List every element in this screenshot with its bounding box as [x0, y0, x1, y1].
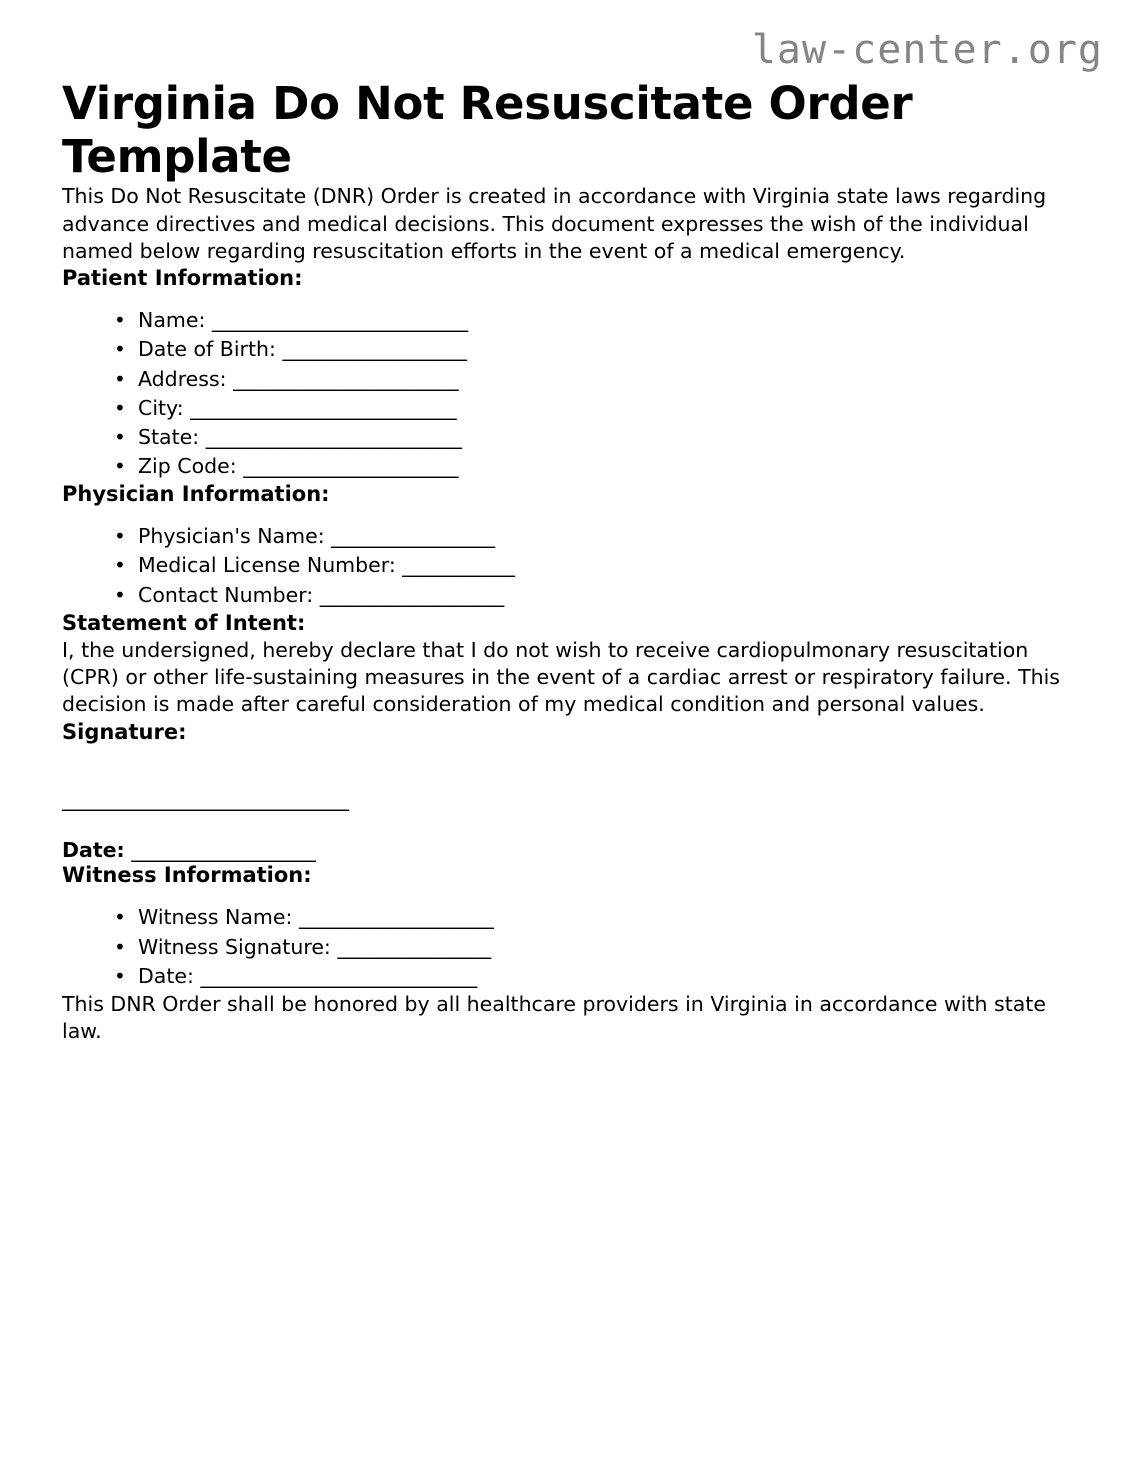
list-item — [138, 452, 1071, 481]
list-item — [138, 933, 1071, 962]
section-heading-witness-information: Witness Information: — [62, 863, 312, 888]
list-item — [138, 423, 1071, 452]
field-blank-rule[interactable]: __________________________ — [190, 395, 457, 420]
field-label: State: — [138, 424, 200, 449]
list-item — [138, 581, 1071, 610]
field-blank-rule[interactable]: ________________ — [331, 524, 496, 549]
list-item — [138, 551, 1071, 580]
section-heading-patient-information: Patient Information: — [62, 266, 303, 291]
field-blank-rule[interactable]: _____________________ — [243, 453, 459, 478]
field-blank-rule[interactable]: ___________________ — [298, 905, 494, 930]
section-heading-statement-of-intent: Statement of Intent: — [62, 610, 306, 635]
field-blank-rule[interactable]: ___________ — [402, 553, 516, 578]
field-label: Contact Number: — [138, 582, 314, 607]
signature-date-blank-rule[interactable]: __________________ — [131, 837, 316, 862]
page-title: Virginia Do Not Resuscitate Order Template — [62, 77, 913, 183]
section-heading-signature: Signature: — [62, 719, 187, 744]
field-blank-rule[interactable]: _______________ — [337, 934, 492, 959]
field-label: Physician's Name: — [138, 524, 325, 549]
field-blank-rule[interactable]: ___________________________ — [200, 963, 478, 988]
statement-of-intent-paragraph: I, the undersigned, hereby declare that I do not wish to receive cardiopulmonary resuscitation (CPR) or other life-sustaining measures in the event of a cardiac arrest or respiratory failure. This decision is made after careful consideration of my medical condition and personal values. — [62, 637, 1060, 717]
field-blank-rule[interactable]: _________________________ — [205, 424, 462, 449]
field-blank-rule[interactable]: __________________ — [282, 337, 467, 362]
field-label: Medical License Number: — [138, 553, 396, 578]
field-label: Date: — [138, 963, 194, 988]
physician-field-list — [62, 522, 1071, 609]
list-item — [138, 365, 1071, 394]
field-label: Address: — [138, 366, 227, 391]
field-label: City: — [138, 395, 184, 420]
signature-blank-rule[interactable]: ____________________________ — [62, 786, 349, 811]
field-label: Date of Birth: — [138, 337, 276, 362]
field-label: Name: — [138, 308, 206, 333]
field-label: Witness Signature: — [138, 934, 331, 959]
field-blank-rule[interactable]: ______________________ — [233, 366, 459, 391]
list-item — [138, 962, 1071, 991]
site-watermark: law-center.org — [751, 27, 1103, 73]
field-blank-rule[interactable]: _________________________ — [211, 308, 469, 333]
list-item — [138, 306, 1071, 335]
list-item — [138, 335, 1071, 364]
field-label: Witness Name: — [138, 905, 293, 930]
closing-paragraph: This DNR Order shall be honored by all healthcare providers in Virginia in accordance with state law. — [62, 991, 1046, 1044]
signature-date-row — [62, 838, 1071, 863]
field-blank-rule[interactable]: __________________ — [319, 582, 505, 607]
signature-date-label: Date: — [62, 837, 125, 862]
list-item — [138, 903, 1071, 932]
witness-field-list — [62, 903, 1071, 990]
field-label: Zip Code: — [138, 453, 237, 478]
list-item — [138, 394, 1071, 423]
list-item — [138, 522, 1071, 551]
patient-field-list — [62, 306, 1071, 481]
section-heading-physician-information: Physician Information: — [62, 481, 330, 506]
intro-paragraph: This Do Not Resuscitate (DNR) Order is created in accordance with Virginia state laws regarding advance directives and medical decisions. This document expresses the wish of the individual named below regarding resuscitation efforts in the event of a medical emergency. — [62, 184, 1047, 263]
